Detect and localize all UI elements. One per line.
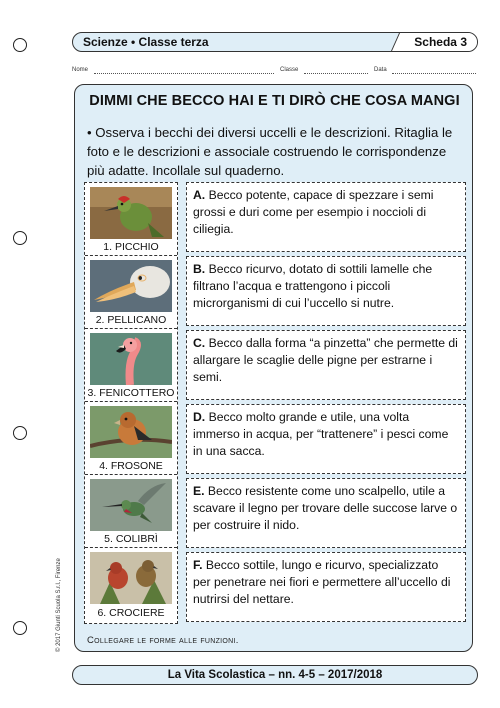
description-text: Becco dalla forma “a pinzetta” che permette di allargare le scaglie delle pigne per estrarne i semi. [193,336,458,384]
description-b [186,256,466,326]
photo-column [84,182,178,624]
description-text: Becco ricurvo, dotato di sottili lamelle che filtrano l’acqua e trattengono i piccoli microrganismi di cui l’uccello si nutre. [193,262,433,310]
description-d [186,404,466,474]
description-f [186,552,466,622]
bird-label: 2. PELLICANO [95,314,167,326]
bird-label: 3. FENICOTTERO [87,387,175,399]
bird-card [85,402,177,475]
description-a [186,182,466,252]
name-label: Nome [72,67,89,73]
description-text: Becco resistente come uno scalpello, utile a scavare il legno per trovare delle succose larve o per costruire il nido. [193,484,458,532]
date-line [392,73,476,74]
worksheet-title: DIMMI CHE BECCO HAI E TI DIRÒ CHE COSA MANGI [89,93,460,109]
worksheet-caption: Collegare le forme alle funzioni. [87,635,239,646]
bird-card [85,548,177,621]
hummingbird-photo [90,479,172,531]
description-letter: A. [193,188,206,202]
description-letter: C. [193,336,206,350]
description-letter: E. [193,484,205,498]
punch-hole-3 [13,426,27,440]
bird-card [85,475,177,548]
header-bar [72,32,478,52]
description-letter: B. [193,262,206,276]
description-text: Becco molto grande e utile, una volta immerso in acqua, per “trattenere” i pesci come in una sacca. [193,410,449,458]
bird-label: 1. PICCHIO [103,241,159,253]
subject-title: Scienze • Classe terza [83,35,209,49]
bird-card [85,183,177,256]
crossbill-photo [90,552,172,604]
worksheet-instructions: • Osserva i becchi dei diversi uccelli e le descrizioni. Ritaglia le foto e le descrizioni e associale costruendo le corrispondenze più adatte. Incollale sul quaderno. [87,125,453,178]
description-text: Becco potente, capace di spezzare i semi grossi e duri come per esempio i noccioli di ciliegia. [193,188,434,236]
class-label: Classe [280,67,299,73]
bird-label: 5. COLIBRÌ [104,533,158,545]
copyright-notice: © 2017 Giunti Scuola S.r.l., Firenze [56,558,62,652]
woodpecker-photo [90,187,172,239]
class-line [304,73,368,74]
hawfinch-photo [90,406,172,458]
bird-card [85,329,177,402]
punch-hole-4 [13,621,27,635]
description-e [186,478,466,548]
punch-hole-1 [13,38,27,52]
footer-bar: La Vita Scolastica – nn. 4-5 – 2017/2018 [72,665,478,685]
description-text: Becco sottile, lungo e ricurvo, specializzato per penetrare nei fiori e permettere all’uccello di nutrirsi del nettare. [193,558,451,606]
bird-label: 6. CROCIERE [97,607,165,619]
name-line [94,73,274,74]
pelican-photo [90,260,172,312]
bird-card [85,256,177,329]
punch-hole-2 [13,231,27,245]
description-letter: D. [193,410,206,424]
sheet-number: Scheda 3 [414,35,467,49]
worksheet-card [74,84,473,652]
flamingo-photo [90,333,172,385]
bird-label: 4. FROSONE [99,460,163,472]
date-label: Data [374,67,387,73]
description-letter: F. [193,558,203,572]
description-c [186,330,466,400]
